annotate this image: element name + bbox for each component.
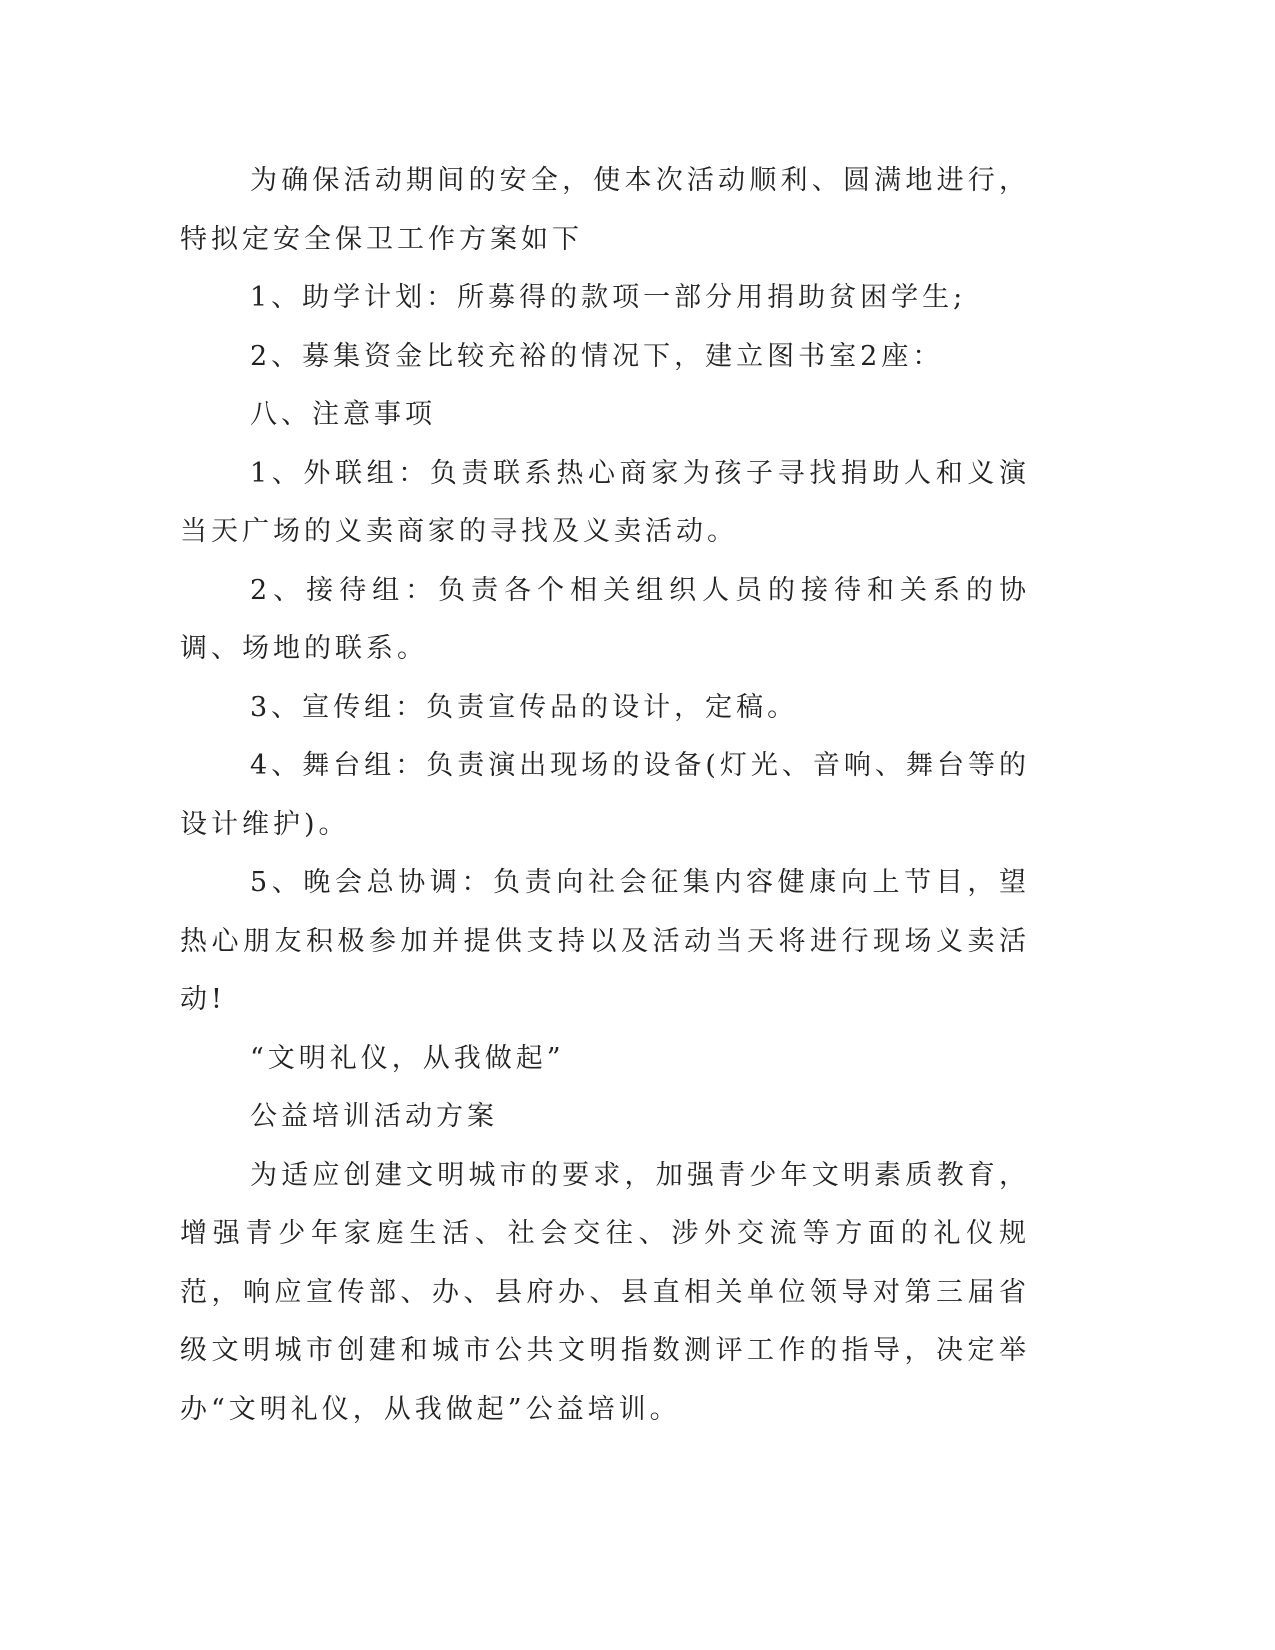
paragraph-security-plan: 为确保活动期间的安全，使本次活动顺利、圆满地进行，特拟定安全保卫工作方案如下 — [180, 165, 1030, 255]
paragraph-study-aid-plan: 1、助学计划：所募得的款项一部分用捐助贫困学生; — [250, 282, 967, 313]
paragraph-stage-group: 4、舞台组：负责演出现场的设备(灯光、音响、舞台等的设计维护)。 — [180, 750, 1030, 840]
paragraph-publicity-group: 3、宣传组：负责宣传品的设计，定稿。 — [250, 691, 799, 723]
paragraph-coordination: 5、晚会总协调：负责向社会征集内容健康向上节目，望热心朋友积极参加并提供支持以及活动当天将进行现场义卖活动! — [180, 867, 1030, 1015]
section-title-training-plan: 公益培训活动方案 — [250, 1101, 498, 1132]
section-heading-notes: 八、注意事项 — [250, 399, 436, 430]
paragraph-outreach-group: 1、外联组：负责联系热心商家为孩子寻找捐助人和义演当天广场的义卖商家的寻找及义卖活动。 — [180, 457, 1030, 547]
paragraph-reception-group: 2、接待组：负责各个相关组织人员的接待和关系的协调、场地的联系。 — [180, 574, 1030, 664]
document-body — [180, 152, 1030, 1439]
paragraph-training-purpose: 为适应创建文明城市的要求，加强青少年文明素质教育，增强青少年家庭生活、社会交往、涉外交流等方面的礼仪规范，响应宣传部、办、县府办、县直相关单位领导对第三届省级文明城市创建和城市公共文明指数测评工作的指导，决定举办“文明礼仪，从我做起”公益培训。 — [180, 1159, 1030, 1425]
section-title-quote: “文明礼仪，从我做起” — [250, 1042, 565, 1074]
paragraph-library-plan: 2、募集资金比较充裕的情况下，建立图书室2座： — [250, 340, 944, 372]
